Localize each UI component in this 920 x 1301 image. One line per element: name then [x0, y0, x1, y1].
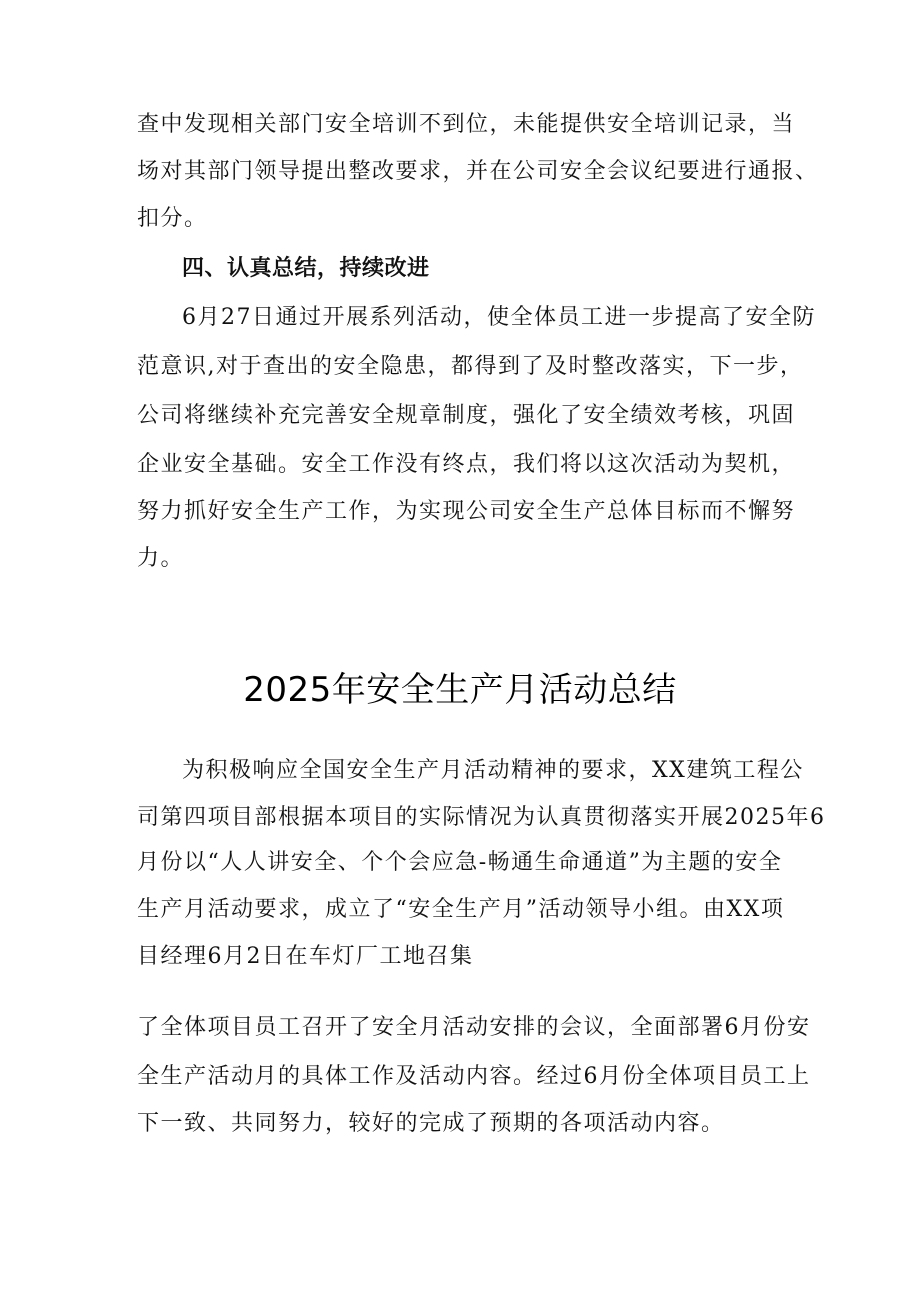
paragraph-line: 月份以“人人讲安全、个个会应急-畅通生命通道”为主题的安全 — [137, 850, 783, 875]
paragraph-line: 公司将继续补充完善安全规章制度，强化了安全绩效考核，巩固 — [137, 403, 796, 428]
paragraph-line: 下一致、共同努力，较好的完成了预期的各项活动内容。 — [137, 1111, 725, 1136]
paragraph-line: 范意识,对于查出的安全隐患，都得到了及时整改落实，下一步， — [137, 354, 804, 379]
article-title: 2025年安全生产月活动总结 — [243, 670, 677, 710]
paragraph-line: 努力抓好安全生产工作，为实现公司安全生产总体目标而不懈努 — [137, 499, 796, 524]
paragraph-line: 查中发现相关部门安全培训不到位，未能提供安全培训记录，当 — [137, 112, 796, 137]
section-heading: 四、认真总结，持续改进 — [182, 256, 430, 281]
paragraph-line: 司第四项目部根据本项目的实际情况为认真贯彻落实开展2025年6 — [137, 805, 826, 830]
paragraph-line: 全生产活动月的具体工作及活动内容。经过6月份全体项目员工上 — [137, 1064, 811, 1089]
paragraph-line: 生产月活动要求，成立了“安全生产月”活动领导小组。由XX项 — [137, 897, 785, 922]
paragraph-line: 场对其部门领导提出整改要求，并在公司安全会议纪要进行通报、 — [137, 159, 819, 184]
paragraph-line: 了全体项目员工召开了安全月活动安排的会议，全面部署6月份安 — [137, 1015, 811, 1040]
paragraph-line: 力。 — [137, 546, 185, 571]
paragraph-line: 6月27日通过开展系列活动，使全体员工进一步提高了安全防 — [182, 305, 816, 330]
paragraph-line: 企业安全基础。安全工作没有终点，我们将以这次活动为契机， — [137, 452, 796, 477]
paragraph-line: 扣分。 — [137, 206, 208, 231]
paragraph-line: 为积极响应全国安全生产月活动精神的要求，XX建筑工程公 — [182, 758, 804, 783]
paragraph-line: 目经理6月2日在车灯厂工地召集 — [137, 944, 474, 969]
